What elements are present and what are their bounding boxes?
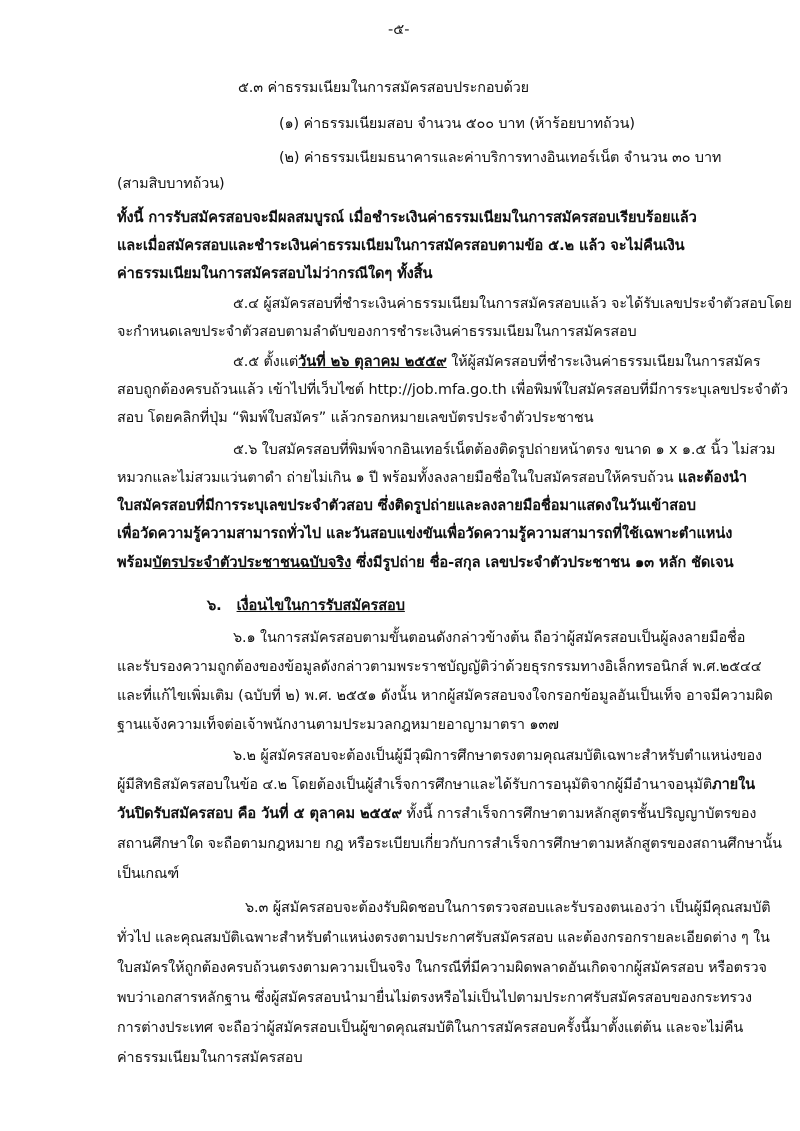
- section-5-5-date: วันที่ ๒๖ ตุลาคม ๒๕๕๙: [298, 353, 447, 370]
- bold-note-line-2: และเมื่อสมัครสอบและชำระเงินค่าธรรมเนียมในการสมัครสอบตามข้อ ๕.๒ แล้ว จะไม่คืนเงิน: [117, 237, 685, 254]
- page-number: -๕-: [388, 22, 410, 38]
- section-6-2-line-2-text: ผู้มีสิทธิสมัครสอบในข้อ ๔.๒ โดยต้องเป็นผู้สำเร็จการศึกษาและได้รับการอนุมัติจากผู้มีอำนาจอนุมัติ: [117, 777, 713, 793]
- section-5-6-line-2: [117, 468, 747, 488]
- section-5-4-line-2: จะกำหนดเลขประจำตัวสอบตามลำดับของการชำระเงินค่าธรรมเนียมในการสมัครสอบ: [117, 324, 637, 340]
- id-card-original-text: บัตรประจำตัวประชาชนฉบับจริง: [152, 554, 352, 571]
- section-6-1-line-3: และที่แก้ไขเพิ่มเติม (ฉบับที่ ๒) พ.ศ. ๒๕๕๑ ดังนั้น หากผู้สมัครสอบจงใจกรอกข้อมูลอันเป็นเท็จ อาจมีความผิด: [117, 688, 773, 704]
- fee-item-2-continued: (สามสิบบาทถ้วน): [117, 176, 225, 192]
- fee-item-1: (๑) ค่าธรรมเนียมสอบ จำนวน ๕๐๐ บาท (ห้าร้อยบาทถ้วน): [279, 116, 635, 132]
- section-6-heading: [207, 596, 405, 616]
- section-6-1-line-2: และรับรองความถูกต้องของข้อมูลดังกล่าวตามพระราชบัญญัติว่าด้วยธุรกรรมทางอิเล็กทรอนิกส์ พ.ศ.๒๕๔๔: [117, 659, 762, 675]
- section-5-6-line-2-text: หมวกและไม่สวมแว่นตาดำ ถ่ายไม่เกิน ๑ ปี พร้อมทั้งลงลายมือชื่อในใบสมัครสอบให้ครบถ้วน: [117, 470, 678, 486]
- section-6-3-line-4: พบว่าเอกสารหลักฐาน ซึ่งผู้สมัครสอบนำมายื่นไม่ตรงหรือไม่เป็นไปตามประกาศรับสมัครสอบของกระทรวง: [117, 990, 752, 1006]
- section-6-3-line-1: ๖.๓ ผู้สมัครสอบจะต้องรับผิดชอบในการตรวจสอบและรับรองตนเองว่า เป็นผู้มีคุณสมบัติ: [245, 900, 771, 916]
- section-6-2-line-3: [117, 804, 756, 824]
- section-6-2-line-2: [117, 775, 755, 795]
- section-6-3-line-5: การต่างประเทศ จะถือว่าผู้สมัครสอบเป็นผู้ขาดคุณสมบัติในการสมัครสอบครั้งนี้มาตั้งแต่ต้น และจะไม่คืน: [117, 1020, 744, 1036]
- bold-note-line-1: ทั้งนี้ การรับสมัครสอบจะมีผลสมบูรณ์ เมื่อชำระเงินค่าธรรมเนียมในการสมัครสอบเรียบร้อยแล้ว: [117, 209, 697, 226]
- section-5-5-line-3: สอบ โดยคลิกที่ปุ่ม “พิมพ์ใบสมัคร” แล้วกรอกหมายเลขบัตรประจำตัวประชาชน: [117, 410, 594, 426]
- fee-item-2: (๒) ค่าธรรมเนียมธนาคารและค่าบริการทางอินเทอร์เน็ต จำนวน ๓๐ บาท: [279, 150, 722, 166]
- section-6-2-line-1: ๖.๒ ผู้สมัครสอบจะต้องเป็นผู้มีวุฒิการศึกษาตรงตามคุณสมบัติเฉพาะสำหรับตำแหน่งของ: [233, 748, 762, 764]
- section-5-6-line-3: ใบสมัครสอบที่มีการระบุเลขประจำตัวสอบ ซึ่งติดรูปถ่ายและลงลายมือชื่อมาแสดงในวันเข้าสอบ: [117, 497, 696, 514]
- section-5-5-line-2: สอบถูกต้องครบถ้วนแล้ว เข้าไปที่เว็บไซต์ http://job.mfa.go.th เพื่อพิมพ์ใบสมัครสอบที่มีการระบุเลขประจำตัว: [117, 382, 788, 398]
- section-6-1-line-4: ฐานแจ้งความเท็จต่อเจ้าพนักงานตามประมวลกฎหมายอาญามาตรา ๑๓๗: [117, 717, 559, 733]
- section-5-3-heading: ๕.๓ ค่าธรรมเนียมในการสมัครสอบประกอบด้วย: [238, 80, 530, 96]
- section-5-5-line-1: [233, 352, 760, 372]
- section-5-6-line-5: [117, 553, 733, 573]
- section-6-1-line-1: ๖.๑ ในการสมัครสอบตามขั้นตอนดังกล่าวข้างต้น ถือว่าผู้สมัครสอบเป็นผู้ลงลายมือชื่อ: [233, 630, 746, 646]
- section-6-2-line-5: เป็นเกณฑ์: [117, 866, 180, 882]
- section-6-3-line-6: ค่าธรรมเนียมในการสมัครสอบ: [117, 1050, 303, 1066]
- section-6-number: ๖.: [207, 597, 222, 614]
- section-6-2-line-2-bold: ภายใน: [712, 776, 756, 793]
- section-6-3-line-3: ใบสมัครให้ถูกต้องครบถ้วนตรงตามความเป็นจริง ในกรณีที่มีความผิดพลาดอันเกิดจากผู้สมัครสอบ หรือตรวจ: [117, 960, 767, 976]
- section-6-3-line-2: ทั่วไป และคุณสมบัติเฉพาะสำหรับตำแหน่งตรงตามประกาศรับสมัครสอบ และต้องกรอกรายละเอียดต่าง ๆ ใน: [117, 930, 770, 946]
- section-5-4-line-1: ๕.๔ ผู้สมัครสอบที่ชำระเงินค่าธรรมเนียมในการสมัครสอบแล้ว จะได้รับเลขประจำตัวสอบโดย: [233, 296, 792, 312]
- section-5-6-line-2-bold: และต้องนำ: [678, 469, 748, 486]
- section-5-6-line-5-prefix: พร้อม: [117, 554, 153, 571]
- section-5-5-suffix: ให้ผู้สมัครสอบที่ชำระเงินค่าธรรมเนียมในการสมัคร: [446, 354, 761, 370]
- section-5-6-line-1: ๕.๖ ใบสมัครสอบที่พิมพ์จากอินเทอร์เน็ตต้องติดรูปถ่ายหน้าตรง ขนาด ๑ x ๑.๕ นิ้ว ไม่สวม: [233, 442, 776, 458]
- section-5-6-line-5-suffix: ซึ่งมีรูปถ่าย ชื่อ-สกุล เลขประจำตัวประชาชน ๑๓ หลัก ชัดเจน: [351, 554, 734, 571]
- section-5-6-line-4: เพื่อวัดความรู้ความสามารถทั่วไป และวันสอบแข่งขันเพื่อวัดความรู้ความสามารถที่ใช้เฉพาะตำแหน่ง: [117, 525, 733, 542]
- section-6-2-line-3-suffix: ทั้งนี้ การสำเร็จการศึกษาตามหลักสูตรชั้นปริญญาบัตรของ: [401, 806, 757, 822]
- bold-note-line-3: ค่าธรรมเนียมในการสมัครสอบไม่ว่ากรณีใดๆ ทั้งสิ้น: [117, 265, 433, 282]
- section-5-5-prefix: ๕.๕ ตั้งแต่: [233, 354, 299, 370]
- section-6-2-line-4: สถานศึกษาใด จะถือตามกฎหมาย กฎ หรือระเบียบเกี่ยวกับการสำเร็จการศึกษาตามหลักสูตรของสถานศึกษานั้น: [117, 836, 782, 852]
- closing-date-text: วันปิดรับสมัครสอบ คือ วันที่ ๕ ตุลาคม ๒๕๕๙: [117, 805, 402, 822]
- section-6-title: เงื่อนไขในการรับสมัครสอบ: [236, 597, 405, 614]
